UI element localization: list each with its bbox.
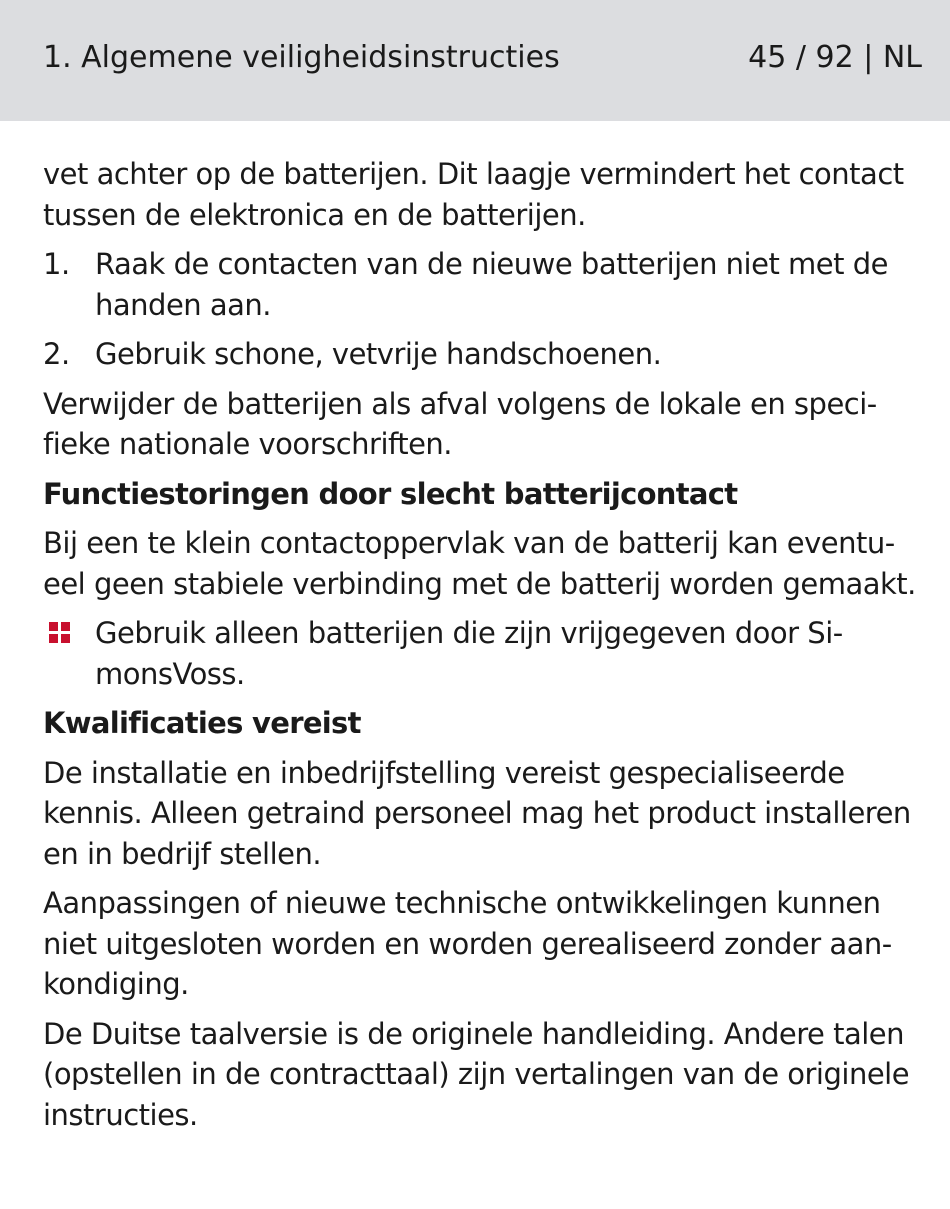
list-item-text: Gebruik schone, vetvrije handschoenen.	[95, 337, 662, 371]
section-heading-contact: Functiestoringen door slecht batterijcontact	[43, 476, 738, 511]
qualifications-paragraph: De installatie en inbedrijfstelling vereist gespecialiseerde kennis. Alleen getraind personeel mag het product installeren en in bedrijf stellen.	[43, 755, 911, 871]
list-item	[43, 334, 923, 375]
bullet-item	[43, 613, 923, 694]
chapter-title: 1. Algemene veiligheidsinstructies	[43, 40, 560, 75]
red-square-bullet-icon	[49, 622, 71, 644]
list-marker: 1.	[43, 247, 70, 281]
contact-paragraph: Bij een te klein contactoppervlak van de batterij kan eventueel geen stabiele verbinding met de batterij worden gemaakt.	[43, 526, 916, 601]
list-marker: 2.	[43, 337, 70, 371]
page-header	[0, 0, 950, 121]
list-item-text: Raak de contacten van de nieuwe batterijen niet met de handen aan.	[95, 247, 888, 322]
language-paragraph: De Duitse taalversie is de originele handleiding. Andere talen (opstellen in de contracttaal) zijn vertalingen van de originele instructies.	[43, 1016, 910, 1132]
document-body	[43, 154, 923, 1144]
list-item	[43, 244, 923, 325]
page-number: 45 / 92 | NL	[748, 40, 922, 75]
section-heading-qualifications: Kwalificaties vereist	[43, 706, 361, 740]
bullet-item-text: Gebruik alleen batterijen die zijn vrijgegeven door SimonsVoss.	[95, 616, 844, 691]
intro-paragraph: vet achter op de batterijen. Dit laagje vermindert het contact tussen de elektronica en de batterijen.	[43, 157, 904, 232]
disposal-paragraph: Verwijder de batterijen als afval volgens de lokale en specifieke nationale voorschriften.	[43, 386, 878, 461]
changes-paragraph: Aanpassingen of nieuwe technische ontwikkelingen kunnen niet uitgesloten worden en worden gerealiseerd zonder aankondiging.	[43, 886, 893, 1001]
